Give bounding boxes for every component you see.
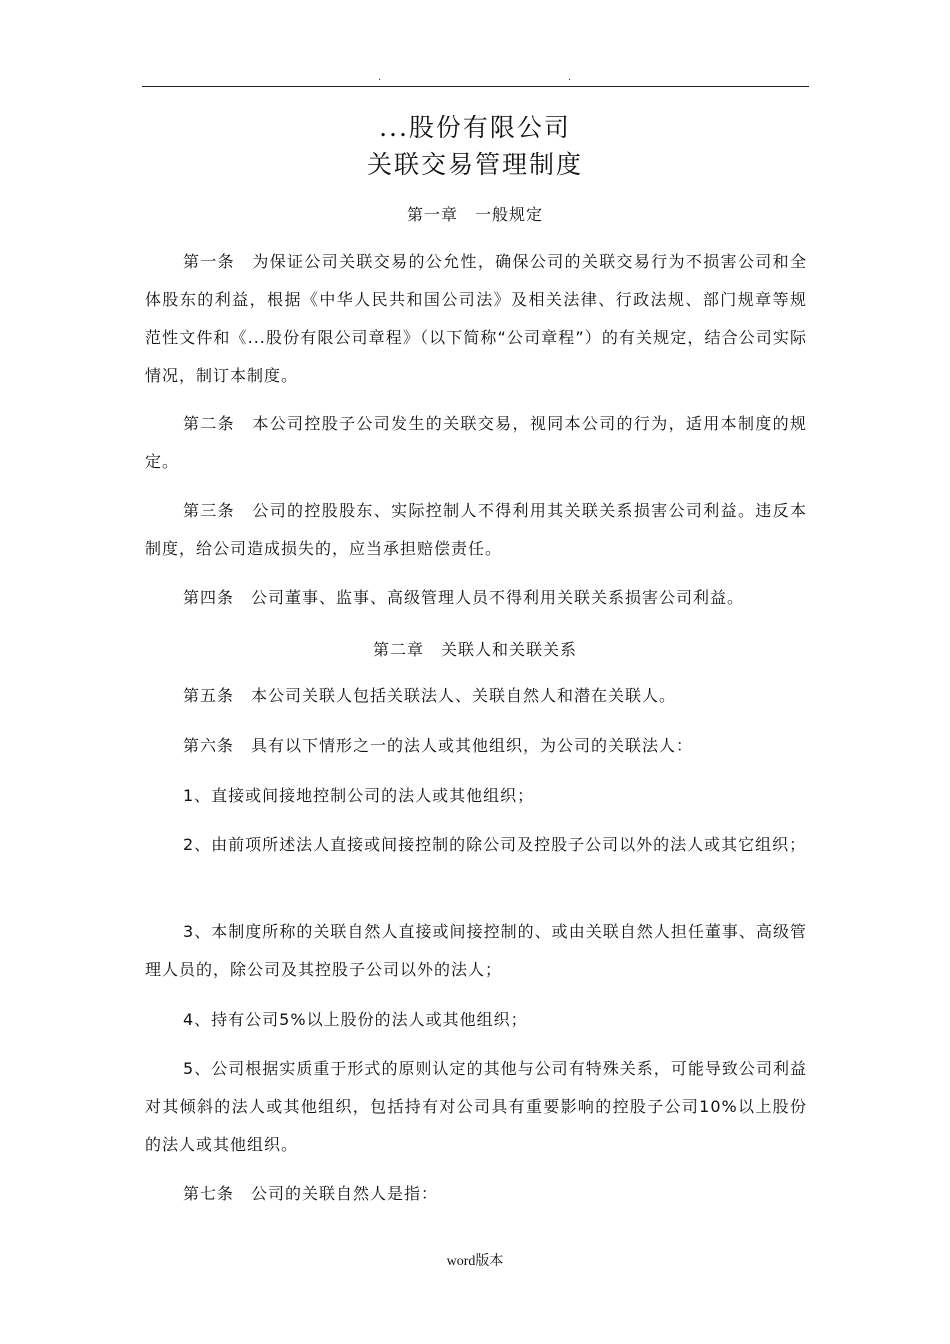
article-5: 第五条 本公司关联人包括关联法人、关联自然人和潜在关联人。	[183, 686, 677, 705]
list-item-1: 1、直接或间接地控制公司的法人或其他组织；	[183, 786, 535, 805]
article-6: 第六条 具有以下情形之一的法人或其他组织，为公司的关联法人：	[183, 736, 694, 755]
header-dot-left: .	[378, 72, 382, 83]
list-item-5: 5、公司根据实质重于形式的原则认定的其他与公司有特殊关系，可能导致公司利益对其倾斜的法人或其他组织，包括持有对公司具有重要影响的控股子公司10%以上股份的法人或其他组织。	[145, 1059, 807, 1154]
document-title: 关联交易管理制度	[366, 150, 583, 179]
header-dot-right: .	[568, 72, 572, 83]
article-2: 第二条 本公司控股子公司发生的关联交易，视同本公司的行为，适用本制度的规定。	[145, 414, 807, 471]
chapter-heading-2: 第二章 关联人和关联关系	[372, 640, 577, 659]
article-3: 第三条 公司的控股股东、实际控制人不得利用其关联关系损害公司利益。违反本制度，给公司造成损失的，应当承担赔偿责任。	[145, 501, 807, 558]
document-title-company: ...股份有限公司	[379, 113, 571, 142]
header-rule	[142, 86, 809, 87]
article-1: 第一条 为保证公司关联交易的公允性，确保公司的关联交易行为不损害公司和全体股东的利益，根据《中华人民共和国公司法》及相关法律、行政法规、部门规章等规范性文件和《...股份有限公司章程》（以下简称“公司章程”）的有关规定，结合公司实际情况，制订本制度。	[145, 252, 807, 385]
list-item-4: 4、持有公司5%以上股份的法人或其他组织；	[183, 1010, 528, 1029]
chapter-heading-1: 第一章 一般规定	[406, 205, 543, 224]
list-item-2: 2、由前项所述法人直接或间接控制的除公司及控股子公司以外的法人或其它组织；	[183, 835, 807, 854]
article-4: 第四条 公司董事、监事、高级管理人员不得利用关联关系损害公司利益。	[183, 588, 745, 607]
list-item-3: 3、本制度所称的关联自然人直接或间接控制的、或由关联自然人担任董事、高级管理人员的，除公司及其控股子公司以外的法人；	[145, 922, 807, 979]
footer-label: word版本	[446, 1254, 504, 1269]
article-7: 第七条 公司的关联自然人是指：	[183, 1184, 439, 1203]
